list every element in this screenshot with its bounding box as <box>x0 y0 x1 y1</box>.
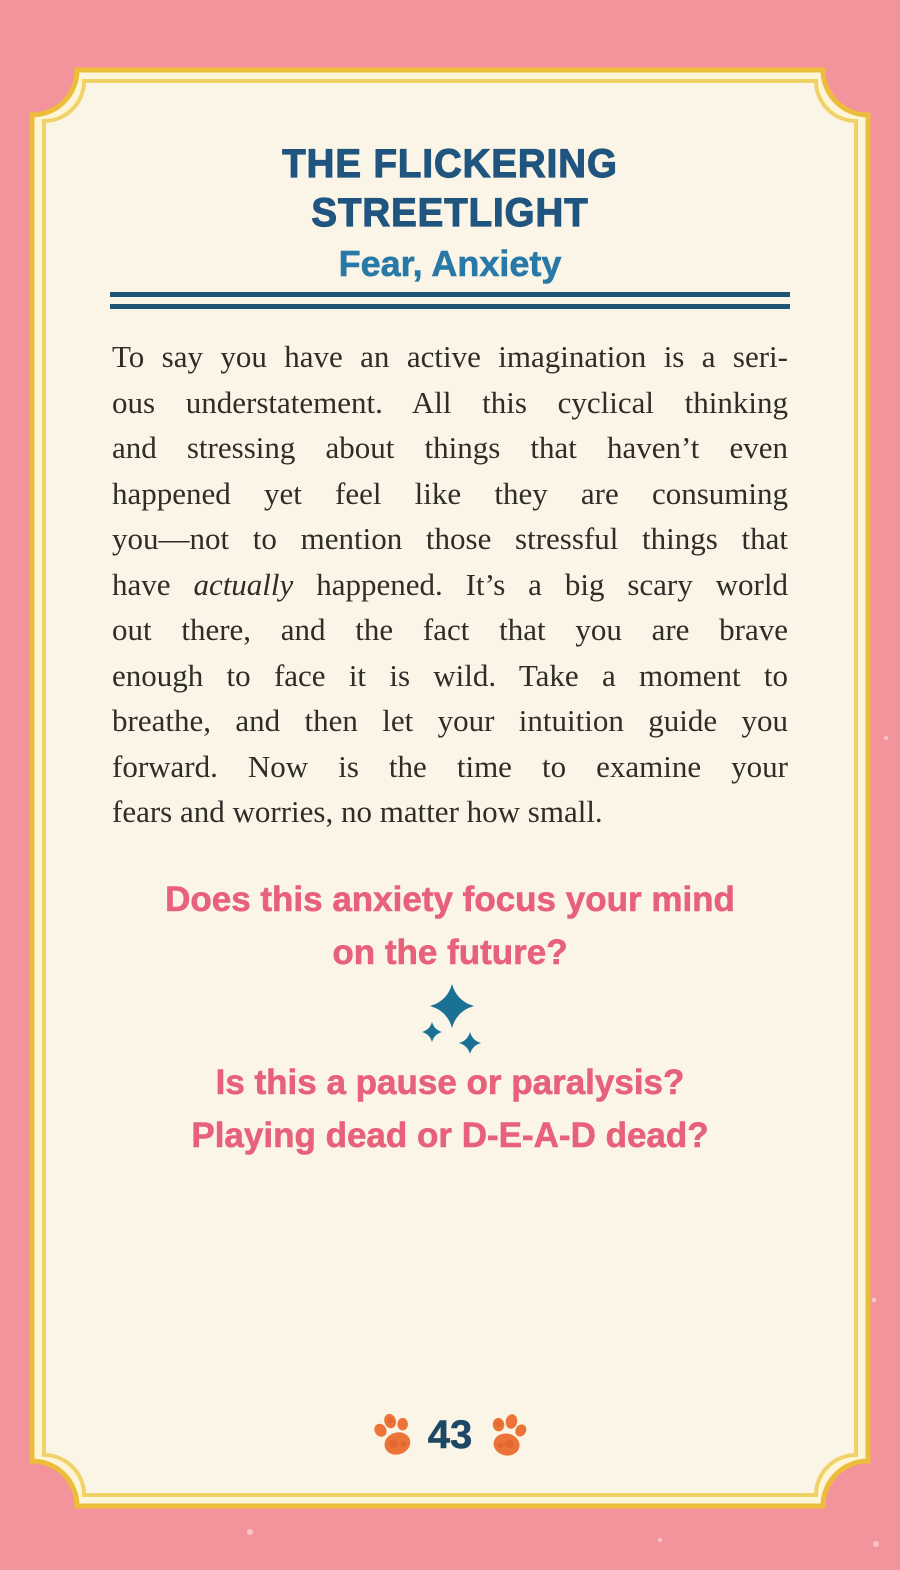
body-line <box>112 562 788 608</box>
body-line: breathe, and then let your intuition guide you <box>112 703 788 738</box>
body-line: forward. Now is the time to examine your <box>112 748 788 784</box>
paw-print-icon <box>364 1406 422 1464</box>
body-line: ous understatement. All this cyclical thinking <box>112 384 788 420</box>
paw-print-icon <box>480 1408 535 1463</box>
body-line: To say you have an active imagination is a seri- <box>112 339 788 374</box>
question-1-line-1: Does this anxiety focus your mind <box>165 880 735 919</box>
page-title <box>18 140 882 238</box>
body-line-emphasis: actually <box>193 566 294 602</box>
body-line: and stressing about things that haven’t even <box>112 430 788 465</box>
body-paragraph <box>112 334 788 835</box>
body-line-segment: happened. It’s a big scary world <box>293 566 788 602</box>
page-title-line-1: THE FLICKERING <box>282 142 618 186</box>
question-2 <box>0 1056 900 1162</box>
question-1-line-2: on the future? <box>332 933 568 972</box>
body-line: you—not to mention those stressful things that <box>112 521 788 556</box>
body-line: fears and worries, no matter how small. <box>112 794 603 829</box>
body-line-segment: have <box>112 566 194 602</box>
body-line: happened yet feel like they are consuming <box>112 475 788 511</box>
page-number: 43 <box>427 1412 473 1457</box>
sparkle-icon <box>420 980 490 1060</box>
body-line: enough to face it is wild. Take a moment to <box>112 657 788 693</box>
double-rule-divider <box>110 292 790 309</box>
question-1 <box>0 873 900 979</box>
page-footer <box>0 1412 900 1458</box>
page-title-line-2: STREETLIGHT <box>311 191 589 235</box>
page-subtitle: Fear, Anxiety <box>338 243 562 284</box>
body-line: out there, and the fact that you are brave <box>112 612 788 647</box>
question-2-line-1: Is this a pause or paralysis? <box>215 1063 685 1102</box>
question-2-line-2: Playing dead or D-E-A-D dead? <box>191 1116 709 1155</box>
